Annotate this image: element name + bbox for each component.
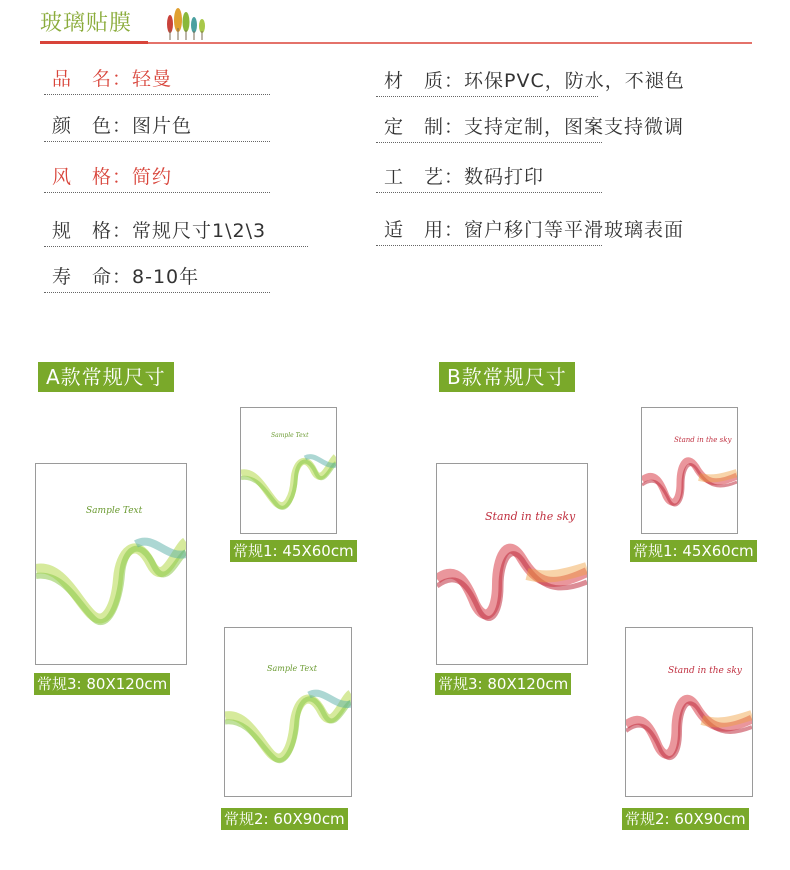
spec-color — [44, 111, 270, 142]
spec-material-label: 材 质： — [384, 70, 465, 92]
spec-material-value: 环保PVC，防水，不褪色 — [464, 70, 685, 92]
spec-size-label: 规 格： — [52, 220, 133, 242]
frame-a-size2 — [224, 627, 352, 797]
spec-usage-label: 适 用： — [384, 219, 465, 241]
frame-a-size2-text: Sample Text — [267, 664, 317, 673]
spec-life — [44, 262, 270, 293]
ribbon-red-small — [642, 408, 737, 533]
size-a-size1-tag: 常规1: 45X60cm — [230, 540, 357, 562]
ribbon-red-large — [437, 464, 587, 664]
spec-size — [44, 216, 308, 247]
ribbon-green-medium — [225, 628, 351, 796]
title-divider-accent — [40, 41, 148, 44]
section-b-title: B款常规尺寸 — [439, 362, 575, 392]
spec-name — [44, 64, 270, 95]
spec-usage-value: 窗户移门等平滑玻璃表面 — [464, 219, 685, 241]
frame-a-size1 — [240, 407, 337, 534]
spec-life-value: 8-10年 — [132, 266, 200, 288]
size-b-size2-tag: 常规2: 60X90cm — [622, 808, 749, 830]
spec-custom-value: 支持定制，图案支持微调 — [464, 116, 685, 138]
frame-a-size3 — [35, 463, 187, 665]
frame-b-size2 — [625, 627, 753, 797]
spec-color-value: 图片色 — [132, 115, 193, 137]
spec-style-label: 风 格： — [52, 166, 133, 188]
ribbon-green-large — [36, 464, 186, 664]
spec-custom-label: 定 制： — [384, 116, 465, 138]
frame-b-size1-text: Stand in the sky — [674, 436, 732, 444]
spec-name-value: 轻曼 — [132, 68, 173, 90]
frame-a-size3-text: Sample Text — [86, 506, 143, 516]
spec-color-label: 颜 色： — [52, 115, 133, 137]
spec-craft — [376, 162, 602, 193]
frame-a-size1-text: Sample Text — [271, 432, 309, 439]
spec-usage — [376, 215, 685, 246]
section-a-title: A款常规尺寸 — [38, 362, 174, 392]
size-a-size2-tag: 常规2: 60X90cm — [221, 808, 348, 830]
spec-style-value: 简约 — [132, 166, 173, 188]
size-a-size3-tag: 常规3: 80X120cm — [34, 673, 170, 695]
spec-material — [376, 66, 685, 97]
spec-custom — [376, 112, 685, 143]
spec-craft-label: 工 艺： — [384, 166, 465, 188]
frame-b-size2-text: Stand in the sky — [668, 666, 742, 676]
ribbon-red-medium — [626, 628, 752, 796]
spec-life-label: 寿 命： — [52, 266, 133, 288]
size-b-size3-tag: 常规3: 80X120cm — [435, 673, 571, 695]
spec-name-label: 品 名： — [52, 68, 133, 90]
page-title: 玻璃贴膜 — [40, 11, 133, 36]
spec-style — [44, 162, 270, 193]
size-b-size1-tag: 常规1: 45X60cm — [630, 540, 757, 562]
ribbon-green-small — [241, 408, 336, 533]
spec-size-value: 常规尺寸1\2\3 — [132, 220, 267, 242]
frame-b-size1 — [641, 407, 738, 534]
spec-craft-value: 数码打印 — [464, 166, 545, 188]
trees-icon — [162, 2, 212, 42]
frame-b-size3-text: Stand in the sky — [485, 510, 576, 523]
frame-b-size3 — [436, 463, 588, 665]
